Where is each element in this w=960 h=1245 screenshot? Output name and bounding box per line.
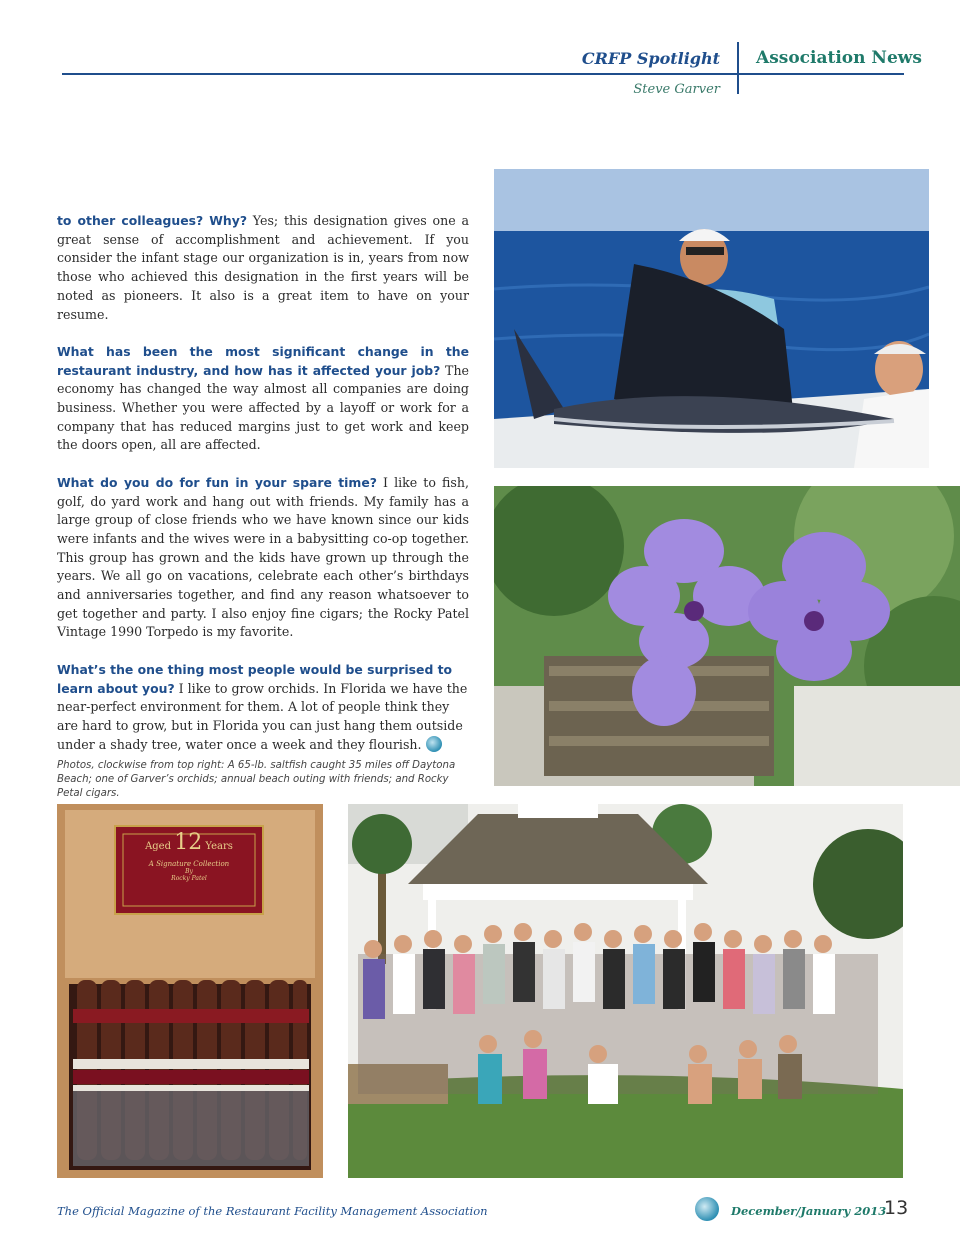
qa-paragraph: [57, 661, 469, 755]
rfma-logo-icon: [695, 1197, 719, 1221]
question: What has been the most significant change in the restaurant industry, and how has it affected your job?: [57, 343, 469, 378]
photo-caption: Photos, clockwise from top right: A 65-lb. saltfish caught 35 miles off Daytona Beach; one of Garver’s orchids; annual beach outing with friends; and Rocky Petal cigars.: [57, 760, 456, 799]
author-name: Steve Garver: [633, 82, 720, 97]
group-illustration: [348, 804, 903, 1178]
cigar-box-label: [127, 830, 251, 882]
qa-paragraph: [57, 343, 469, 455]
orchid-illustration: [494, 486, 960, 786]
end-mark-icon: [426, 736, 442, 752]
page-number: 13: [884, 1197, 909, 1219]
label-number: 12: [174, 830, 203, 855]
label-collection: A Signature Collection: [148, 860, 230, 868]
sailfish-illustration: [494, 169, 929, 468]
section-title: CRFP Spotlight: [581, 49, 720, 68]
answer: I like to fish, golf, do yard work and hang out with friends. My family has a large group of close friends who we have known since our kids were infants and the wives were in a babysitting co-op together. This group has grown and the kids have grown up through the years. We all go on vacations, celebrate each other’s birthdays and anniversaries together, and find any reason whatsoever to get together and party. I also enjoy fine cigars; the Rocky Patel Vintage 1990 Torpedo is my favorite.: [57, 474, 470, 640]
group-photo: [348, 804, 903, 1178]
cigar-box-photo: [57, 804, 323, 1178]
issue-date: December/January 2013: [731, 1204, 887, 1218]
sailfish-photo: [494, 169, 929, 468]
label-by: By: [185, 868, 193, 875]
answer: The economy has changed the way almost all companies are doing business. Whether you were affected by a layoff or work for a company that has reduced margins just to get work and keep the doors open, all are affected.: [57, 362, 470, 453]
question: to other colleagues? Why?: [57, 213, 248, 228]
label-maker: Rocky Patel: [171, 875, 207, 882]
header-rule: [62, 73, 904, 75]
article-body: [57, 212, 469, 773]
orchid-photo: [494, 486, 960, 786]
magazine-name: The Official Magazine of the Restaurant Facility Management Association: [57, 1204, 488, 1218]
category-title: Association News: [756, 48, 922, 68]
header-divider: [737, 42, 739, 94]
answer: I like to grow orchids. In Florida we have the near-perfect environment for them. A lot of people think they are hard to grow, but in Florida you can just hang them outside under a shady tree, water once a week and they flourish.: [57, 680, 468, 752]
label-aged: Aged: [145, 841, 172, 852]
label-years: Years: [205, 841, 233, 852]
qa-paragraph: [57, 474, 469, 642]
answer: Yes; this designation gives one a great sense of accomplishment and achievement. If you consider the infant stage our organization is in, years from now those who achieved this designation in the first years will be noted as pioneers. It also is a great item to have on your resume.: [57, 213, 469, 322]
question: What do you do for fun in your spare time?: [57, 474, 377, 490]
qa-paragraph: [57, 212, 469, 324]
question: What’s the one thing most people would be surprised to learn about you?: [57, 661, 453, 696]
